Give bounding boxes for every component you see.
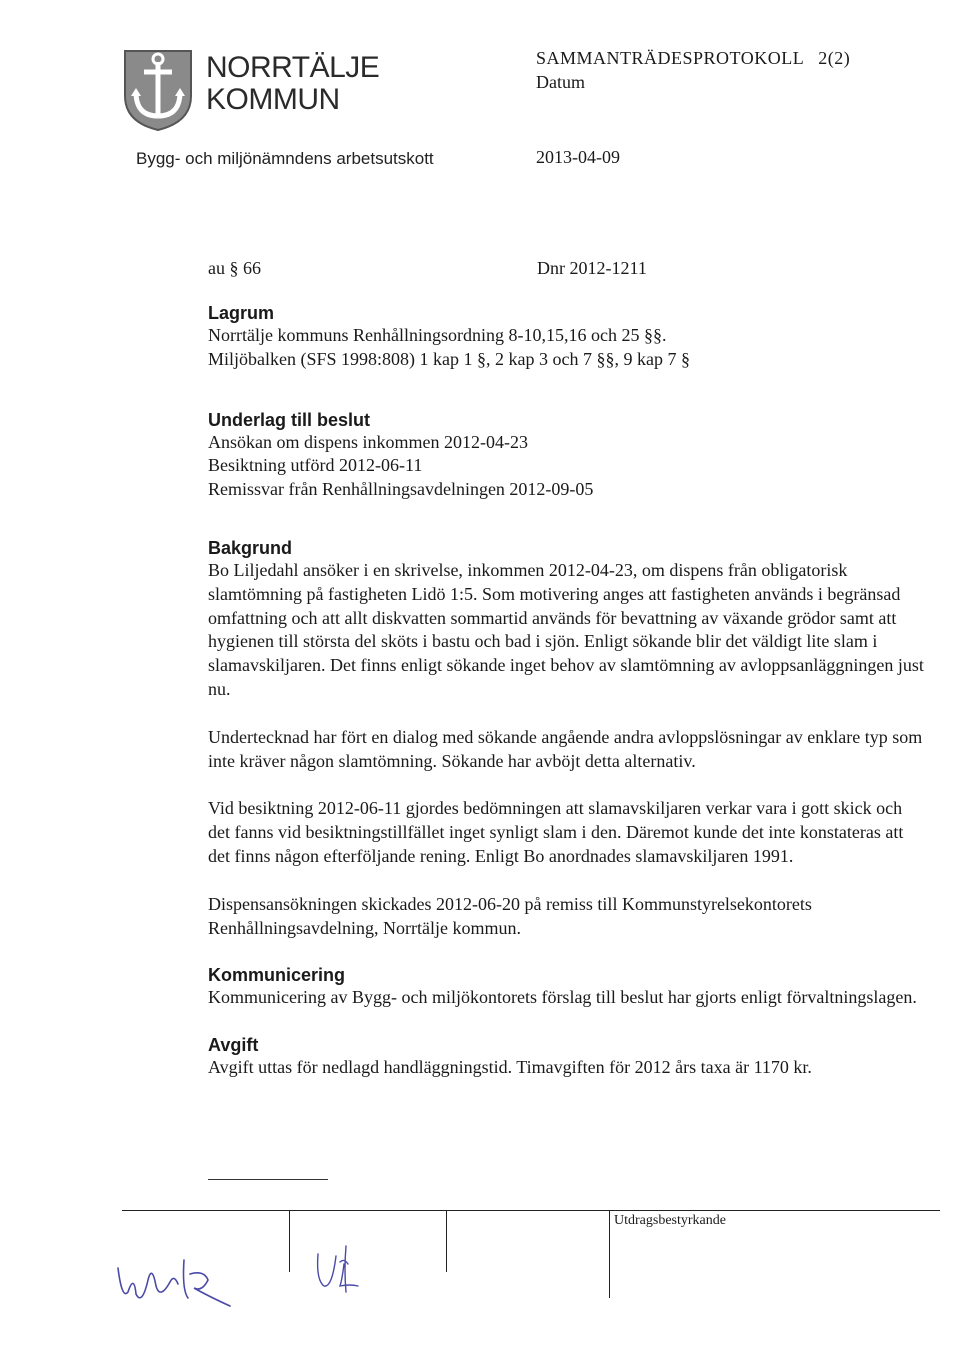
bakgrund-paragraph: Vid besiktning 2012-06-11 gjordes bedömningen att slamavskiljaren verkar vara i gott skick och det fanns vid besiktningstillfället inget synligt slam i den. Däremot kunde det inte konstateras att det finns någon efterföljande rening. Enligt Bo anordnades slamavskiljaren 1991. — [208, 798, 904, 866]
signature-column-divider — [609, 1210, 610, 1298]
bakgrund-paragraph: Bo Liljedahl ansöker i en skrivelse, inkommen 2012-04-23, om dispens från obligatorisk slamtömning på fastigheten Lidö 1:5. Som motivering anges att fastigheten används i begränsad omfattning och att allt diskvatten sommartid används för bevattning av växande grödor samt att hygienen till största del sköts i bastu och bad i sjön. Enligt sökande blir det väldigt lite slam i slamavskiljaren. Det finns enligt sökande inget behov av slamtömning av avloppsanläggningen just nu. — [208, 559, 924, 699]
municipality-name — [206, 52, 379, 116]
document-title-text: SAMMANTRÄDESPROTOKOLL — [536, 48, 805, 68]
signature-column-divider — [289, 1210, 290, 1272]
lagrum-line: Norrtälje kommuns Renhållningsordning 8-10,15,16 och 25 §§. — [208, 325, 667, 345]
municipality-name-line1: NORRTÄLJE — [206, 51, 380, 84]
section-heading-kommunicering: Kommunicering — [208, 965, 346, 986]
page-number: 2(2) — [818, 48, 851, 68]
signature-initials-2 — [310, 1240, 370, 1305]
signature-initials-1 — [112, 1240, 252, 1315]
document-title — [536, 48, 850, 69]
signature-column-divider — [446, 1210, 447, 1272]
department-name: Bygg- och miljönämndens arbetsutskott — [136, 149, 434, 168]
municipality-name-line2: KOMMUN — [206, 83, 340, 116]
bakgrund-paragraph: Undertecknad har fört en dialog med sökande angående andra avloppslösningar av enklare typ som inte kräver någon slamtömning. Sökande har avböjt detta alternativ. — [208, 726, 923, 771]
avgift-text: Avgift uttas för nedlagd handläggningstid. Timavgiften för 2012 års taxa är 1170 kr. — [208, 1057, 812, 1078]
section-heading-avgift: Avgift — [208, 1035, 259, 1056]
section-heading-lagrum: Lagrum — [208, 303, 275, 323]
document-body — [208, 302, 928, 1080]
signature-table-top-line — [122, 1210, 940, 1211]
section-heading-underlag: Underlag till beslut — [208, 409, 371, 430]
case-dnr: Dnr 2012-1211 — [537, 258, 647, 278]
end-rule — [208, 1179, 328, 1180]
lagrum-line: Miljöbalken (SFS 1998:808) 1 kap 1 §, 2 kap 3 och 7 §§, 9 kap 7 § — [208, 348, 690, 369]
case-id: au § 66 — [208, 258, 261, 278]
extract-certification-label: Utdragsbestyrkande — [614, 1213, 726, 1228]
date-label: Datum — [536, 72, 585, 92]
municipality-logo — [122, 48, 194, 132]
date-value: 2013-04-09 — [536, 147, 620, 167]
underlag-line: Ansökan om dispens inkommen 2012-04-23 — [208, 431, 528, 452]
bakgrund-paragraph: Dispensansökningen skickades 2012-06-20 på remiss till Kommunstyrelsekontorets Renhållningsavdelning, Norrtälje kommun. — [208, 893, 812, 938]
section-heading-bakgrund: Bakgrund — [208, 537, 293, 558]
underlag-line: Remissvar från Renhållningsavdelningen 2012-09-05 — [208, 479, 594, 500]
underlag-line: Besiktning utförd 2012-06-11 — [208, 455, 423, 476]
kommunicering-text: Kommunicering av Bygg- och miljökontorets förslag till beslut har gjorts enligt förvaltningslagen. — [208, 987, 917, 1008]
